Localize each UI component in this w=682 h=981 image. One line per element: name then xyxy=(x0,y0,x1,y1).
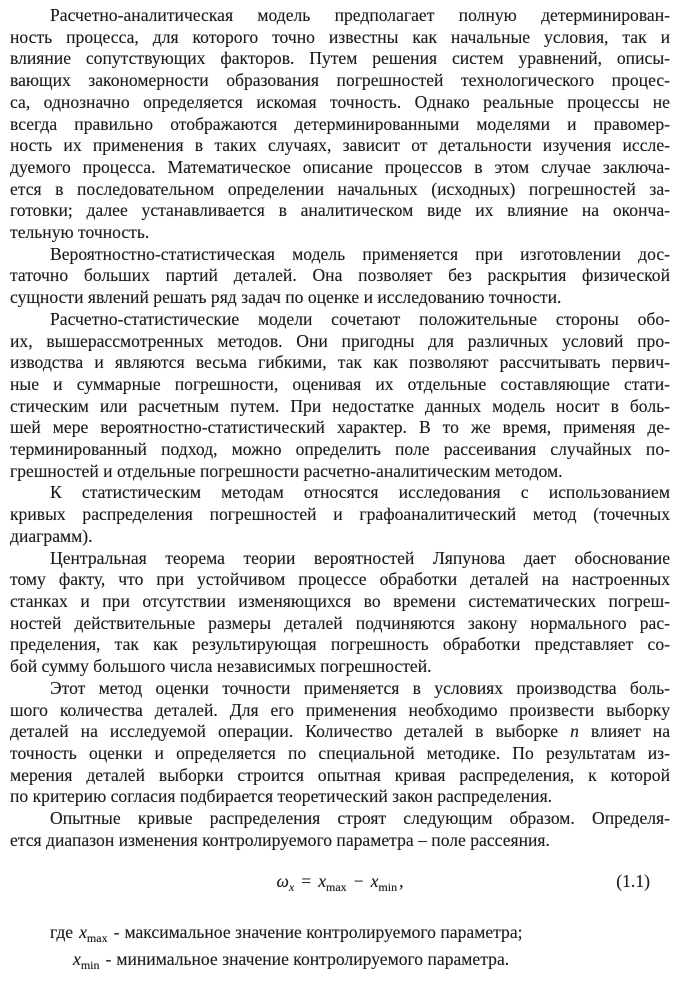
text-line: деталей на исследуемой операции. Количество деталей в выборке n влияет на xyxy=(10,721,670,742)
text-line: по критерию согласия подбирается теоретический закон распределения. xyxy=(10,786,553,807)
text-line: влияние сопутствующих факторов. Путем решения систем уравнений, описы- xyxy=(10,48,670,69)
text-line: стическим или расчетным путем. При недостатке данных модель носит в боль- xyxy=(10,395,670,416)
document-body xyxy=(10,5,670,851)
text-line: ность процесса, для которого точно известны как начальные условия, так и xyxy=(10,26,670,47)
text-line: шей мере вероятностно-статистический характер. В то же время, применяя де- xyxy=(10,417,670,438)
text-line: тому факту, что при устойчивом процессе обработки деталей на настроенных xyxy=(10,569,670,590)
text-line: мерения деталей выборки строится опытная кривая распределения, к которой xyxy=(10,764,670,785)
text-line: Этот метод оценки точности применяется в условиях производства боль- xyxy=(50,677,670,698)
text-line: их, вышерассмотренных методов. Они пригодны для различных условий про- xyxy=(10,330,670,351)
text-line: ется в последовательном определении начальных (исходных) погрешностей за- xyxy=(10,178,670,199)
minus-sign: − xyxy=(353,871,364,892)
definition-text: максимальное значение контролируемого параметра; xyxy=(124,922,523,943)
omega-subscript: x xyxy=(288,880,295,895)
omega-symbol: ω xyxy=(276,871,289,892)
definition-x-max xyxy=(10,919,670,946)
definition-dash: - xyxy=(113,922,120,943)
text-line: кривых распределения погрешностей и графоаналитический метод (точечных xyxy=(10,504,670,525)
min-subscript: min xyxy=(378,880,398,895)
text-line: терминированный подход, можно определить поле рассеивания случайных по- xyxy=(10,439,670,460)
text-line: ные и суммарные погрешности, оценивая их отдельные составляющие стати- xyxy=(10,373,670,394)
text-line: тельную точность. xyxy=(10,222,150,243)
text-line: Опытные кривые распределения строят следующим образом. Определя- xyxy=(50,808,670,829)
equation-row xyxy=(10,867,670,897)
x-max-symbol: $x_{max}$ xyxy=(79,922,108,946)
equation-number: (1.1) xyxy=(616,871,650,892)
text-line: таточно больших партий деталей. Она позволяет без раскрытия физической xyxy=(10,265,670,286)
x-max-symbol: x xyxy=(318,871,327,892)
definition-dash: - xyxy=(105,949,112,970)
text-line: К статистическим методам относятся исследования с использованием xyxy=(50,482,670,503)
formula-comma: , xyxy=(399,871,404,892)
where-label: где xyxy=(50,922,74,943)
text-line: точность оценки и определяется по специальной методике. По результатам из- xyxy=(10,742,670,763)
text-line: ность их применения в таких случаях, зависит от детальности изучения иссле- xyxy=(10,135,670,156)
text-line: бой сумму большого числа независимых погрешностей. xyxy=(10,656,432,677)
x-min-symbol: $x_{min}$ xyxy=(73,949,100,973)
text-line: изводства и являются весьма гибкими, так как позволяют рассчитывать первич- xyxy=(10,352,670,373)
x-min-symbol: x xyxy=(370,871,379,892)
text-line: сущности явлений решать ряд задач по оценке и исследованию точности. xyxy=(10,287,562,308)
text-line: ностей действительные размеры деталей подчиняются закону нормального рас- xyxy=(10,612,670,633)
text-line: диаграмм). xyxy=(10,525,93,546)
text-line: станках и при отсутствии изменяющихся во времени систематических погреш- xyxy=(10,590,670,611)
text-line: Расчетно-статистические модели сочетают положительные стороны обо- xyxy=(50,308,670,329)
text-line: шого количества деталей. Для его применения необходимо произвести выборку xyxy=(10,699,670,720)
text-line: Центральная теорема теории вероятностей Ляпунова дает обоснование xyxy=(50,547,670,568)
text-line: всегда правильно отображаются детерминированными моделями и правомер- xyxy=(10,113,670,134)
text-line: дуемого процесса. Математическое описание процессов в этом случае заключа- xyxy=(10,156,670,177)
definition-text: минимальное значение контролируемого параметра. xyxy=(116,949,510,970)
text-line: готовки; далее устанавливается в аналитическом виде их влияние на оконча- xyxy=(10,200,670,221)
text-line: грешностей и отдельные погрешности расчетно-аналитическим методом. xyxy=(10,460,563,481)
text-line: вающих закономерности образования погрешностей технологического процес- xyxy=(10,70,670,91)
symbol-definitions xyxy=(10,919,670,973)
max-subscript: max xyxy=(326,880,347,895)
equals-sign: = xyxy=(301,871,312,892)
text-line: ется диапазон изменения контролируемого параметра – поле рассеяния. xyxy=(10,829,550,850)
equation-1-1 xyxy=(276,867,403,895)
definition-x-min xyxy=(10,946,670,973)
text-line: Расчетно-аналитическая модель предполагает полную детерминирован- xyxy=(50,5,670,25)
text-line: са, однозначно определяется искомая точность. Однако реальные процессы не xyxy=(10,91,670,112)
text-line: Вероятностно-статистическая модель применяется при изготовлении дос- xyxy=(50,243,670,264)
text-line: пределения, так как результирующая погрешность обработки представляет со- xyxy=(10,634,670,655)
